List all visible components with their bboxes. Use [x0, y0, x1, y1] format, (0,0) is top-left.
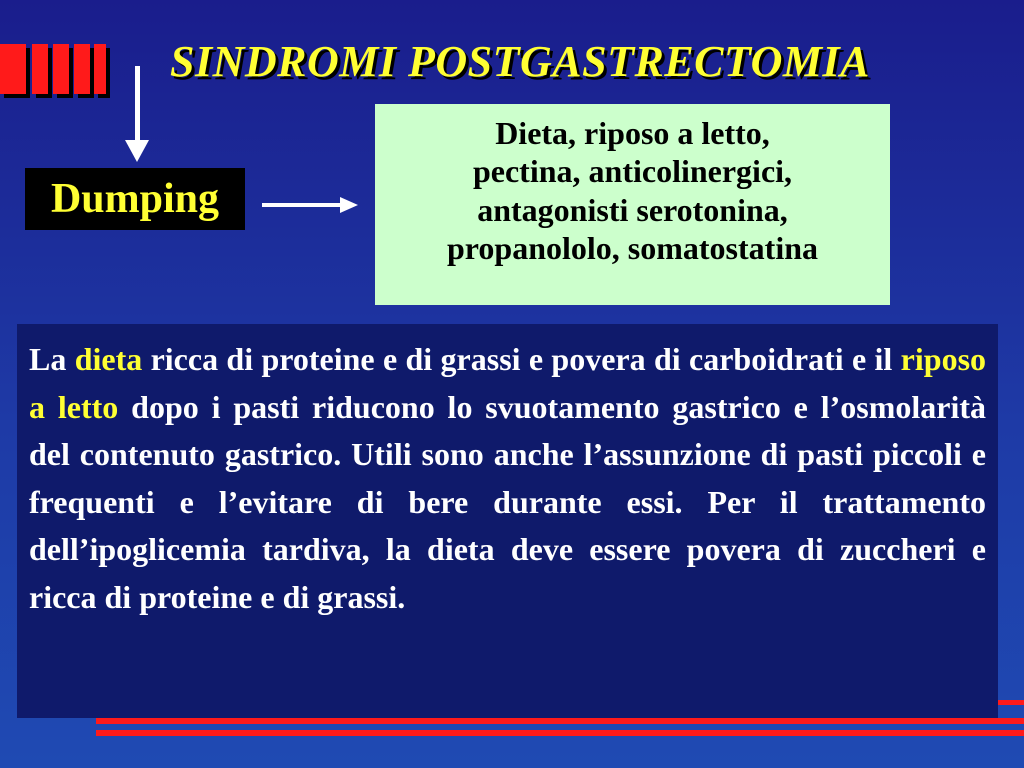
description-box — [17, 324, 998, 718]
bottom-red-stripes — [0, 700, 1024, 740]
treatment-line: pectina, anticolinergici, — [472, 153, 793, 190]
highlight-dieta: dieta — [74, 341, 143, 377]
red-bars-logo-icon — [0, 44, 110, 98]
highlight-riposo-a-letto: riposo a letto — [29, 341, 987, 425]
treatment-box — [375, 104, 890, 305]
description-part: La — [29, 341, 75, 377]
treatment-line: Dieta, riposo a letto, — [495, 115, 770, 151]
description-text — [29, 336, 986, 621]
arrow-down-icon — [120, 66, 154, 166]
dumping-label: Dumping — [25, 168, 245, 230]
slide-title: SINDROMI POSTGASTRECTOMIA — [170, 37, 870, 86]
arrow-right-icon — [262, 194, 360, 216]
description-part: dopo i pasti riducono lo svuotamento gastrico e l’osmolarità del contenuto gastrico. Utili sono anche l’assunzione di pasti piccoli e frequenti e l’evitare di bere durante essi. Per il trattamento dell’ipoglicemia tardiva, la dieta deve essere povera di zuccheri e ricca di proteine e di grassi. — [29, 388, 987, 615]
treatment-line: propanololo, somatostatina — [446, 230, 818, 267]
description-part: ricca di proteine e di grassi e povera di carboidrati e il — [142, 341, 901, 377]
treatment-line: antagonisti serotonina, — [477, 191, 788, 228]
